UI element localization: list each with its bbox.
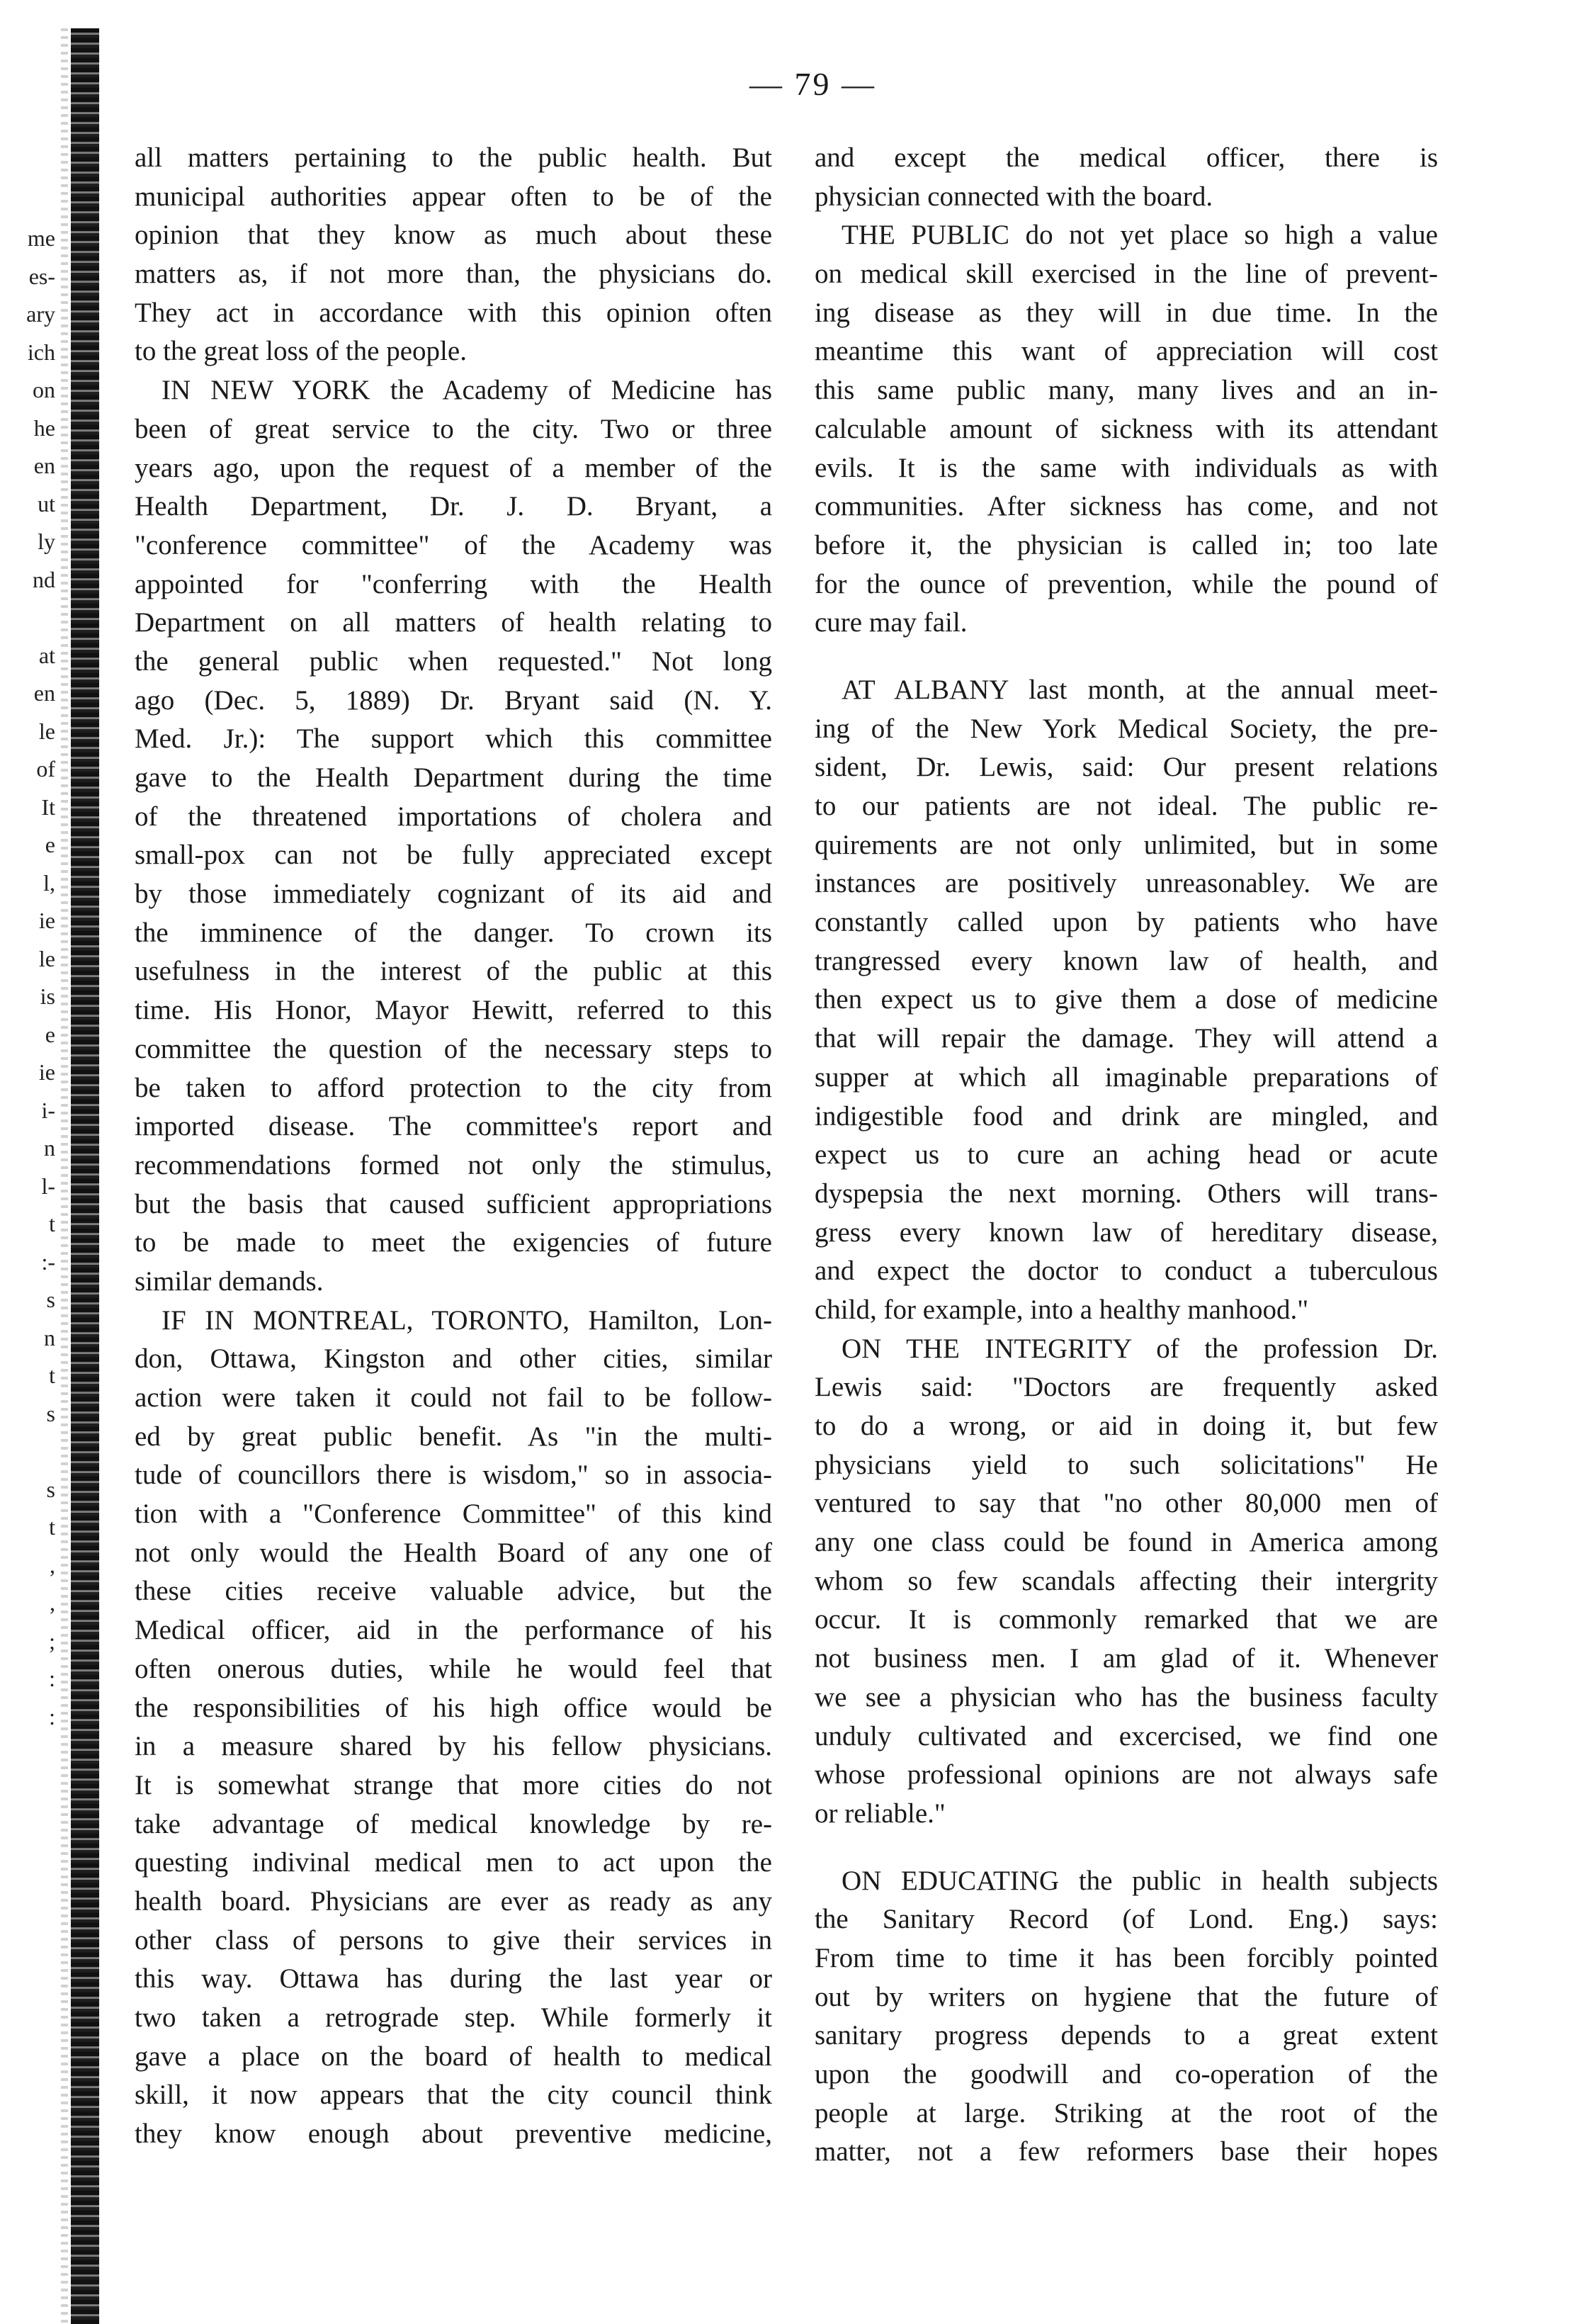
text-line: time. His Honor, Mayor Hewitt, referred to this bbox=[135, 995, 772, 1026]
margin-fragment: ary bbox=[26, 301, 55, 327]
margin-fragment: me bbox=[27, 225, 55, 251]
text-line: child, for example, into a healthy manhood." bbox=[815, 1294, 1309, 1325]
binding-gutter bbox=[71, 28, 99, 2324]
text-line: the responsibilities of his high office would be bbox=[135, 1692, 772, 1723]
text-line: dyspepsia the next morning. Others will trans- bbox=[815, 1178, 1438, 1209]
text-line: trangressed every known law of health, and bbox=[815, 945, 1438, 976]
margin-fragment: ie bbox=[38, 908, 55, 933]
text-line: upon the goodwill and co-operation of the bbox=[815, 2059, 1438, 2089]
text-line: people at large. Striking at the root of the bbox=[815, 2097, 1438, 2128]
text-line: not business men. I am glad of it. Whenever bbox=[815, 1643, 1438, 1674]
margin-fragment bbox=[0, 599, 58, 637]
text-line: of the threatened importations of cholera and bbox=[135, 801, 772, 832]
margin-fragment: ie bbox=[38, 1059, 55, 1085]
text-line: ventured to say that "no other 80,000 men of bbox=[815, 1488, 1438, 1519]
margin-fragment bbox=[0, 1433, 58, 1471]
text-line: ed by great public benefit. As "in the multi- bbox=[135, 1421, 772, 1452]
text-line: unduly cultivated and excercised, we find one bbox=[815, 1720, 1438, 1752]
text-line: two taken a retrograde step. While formerly it bbox=[135, 2002, 772, 2033]
text-line: take advantage of medical knowledge by re- bbox=[135, 1808, 772, 1839]
text-line: we see a physician who has the business faculty bbox=[815, 1681, 1438, 1713]
margin-fragment: , bbox=[50, 1552, 55, 1578]
text-line: any one class could be found in America among bbox=[815, 1527, 1438, 1558]
text-line: It is somewhat strange that more cities do not bbox=[135, 1769, 772, 1800]
text-line: to be made to meet the exigencies of future bbox=[135, 1227, 772, 1258]
margin-fragment: l- bbox=[41, 1173, 55, 1199]
text-line: Lewis said: "Doctors are frequently asked bbox=[815, 1372, 1438, 1403]
text-line: ago (Dec. 5, 1889) Dr. Bryant said (N. Y. bbox=[135, 684, 772, 716]
text-line: or reliable." bbox=[815, 1798, 946, 1829]
text-line: this way. Ottawa has during the last year or bbox=[135, 1963, 772, 1995]
text-line: cure may fail. bbox=[815, 607, 968, 638]
text-line: be taken to afford protection to the city from bbox=[135, 1072, 772, 1103]
margin-fragment: le bbox=[38, 945, 55, 971]
text-line: that will repair the damage. They will attend a bbox=[815, 1023, 1438, 1054]
text-line: for the ounce of prevention, while the pound of bbox=[815, 568, 1438, 599]
text-line: to do a wrong, or aid in doing it, but few bbox=[815, 1411, 1438, 1441]
margin-fragment: at bbox=[38, 642, 55, 668]
text-line: municipal authorities appear often to be of the bbox=[135, 181, 772, 212]
margin-fragment: es- bbox=[28, 263, 55, 289]
margin-fragment: s bbox=[46, 1400, 55, 1426]
text-line: this same public many, many lives and an in- bbox=[815, 375, 1438, 406]
text-line: whom so few scandals affecting their intergrity bbox=[815, 1565, 1438, 1596]
margin-fragment: nd bbox=[33, 566, 55, 592]
text-line: small-pox can not be fully appreciated except bbox=[135, 840, 772, 871]
text-line: questing indivinal medical men to act upon the bbox=[135, 1847, 772, 1878]
margin-fragment: n bbox=[44, 1135, 55, 1161]
text-line: IF IN MONTREAL, TORONTO, Hamilton, Lon- bbox=[162, 1304, 772, 1336]
text-line: the imminence of the danger. To crown its bbox=[135, 917, 772, 948]
margin-fragment: s bbox=[46, 1476, 55, 1502]
margin-fragment: of bbox=[36, 756, 55, 782]
text-line: ON THE INTEGRITY of the profession Dr. bbox=[842, 1333, 1438, 1364]
margin-fragment: le bbox=[38, 718, 55, 744]
text-line: supper at which all imaginable preparations of bbox=[815, 1061, 1438, 1093]
text-line: action were taken it could not fail to be follow- bbox=[135, 1382, 772, 1413]
text-line: meantime this want of appreciation will cost bbox=[815, 336, 1438, 367]
text-line: on medical skill exercised in the line of prevent- bbox=[815, 259, 1438, 290]
margin-fragment: l, bbox=[43, 869, 55, 896]
text-line: out by writers on hygiene that the future of bbox=[815, 1981, 1438, 2012]
text-line: ing of the New York Medical Society, the pre- bbox=[815, 713, 1438, 744]
text-line: skill, it now appears that the city council think bbox=[135, 2080, 772, 2111]
text-line: ON EDUCATING the public in health subjects bbox=[842, 1865, 1438, 1896]
margin-fragment: i- bbox=[41, 1097, 55, 1123]
text-line: and expect the doctor to conduct a tuberculous bbox=[815, 1256, 1438, 1287]
text-line: quirements are not only unlimited, but in some bbox=[815, 829, 1438, 860]
text-line: Med. Jr.): The support which this committee bbox=[135, 723, 772, 755]
margin-fragment: t bbox=[49, 1514, 55, 1540]
text-line: then expect us to give them a dose of medicine bbox=[815, 984, 1438, 1015]
margin-fragment: n bbox=[44, 1324, 55, 1350]
text-line: recommendations formed not only the stimulus, bbox=[135, 1149, 772, 1180]
margin-fragment: t bbox=[49, 1211, 55, 1236]
margin-fragment: It bbox=[41, 794, 55, 820]
text-line: gress every known law of hereditary disease, bbox=[815, 1217, 1438, 1248]
text-line: Health Department, Dr. J. D. Bryant, a bbox=[135, 491, 772, 522]
margin-fragment: ; bbox=[49, 1628, 55, 1654]
text-line: usefulness in the interest of the public at this bbox=[135, 956, 772, 987]
text-line: constantly called upon by patients who have bbox=[815, 907, 1438, 938]
text-line: the Sanitary Record (of Lond. Eng.) says: bbox=[815, 1904, 1438, 1935]
text-line: evils. It is the same with individuals as with bbox=[815, 452, 1438, 483]
text-line: tude of councillors there is wisdom," so in associa- bbox=[135, 1460, 772, 1491]
margin-fragment: e bbox=[45, 1021, 55, 1047]
text-line: years ago, upon the request of a member of the bbox=[135, 452, 772, 483]
binding-edge bbox=[61, 28, 68, 2324]
text-line: sanitary progress depends to a great extent bbox=[815, 2020, 1438, 2051]
text-line: calculable amount of sickness with its attendant bbox=[815, 413, 1438, 444]
text-line: indigestible food and drink are mingled, and bbox=[815, 1100, 1438, 1132]
text-line: other class of persons to give their services in bbox=[135, 1924, 772, 1956]
text-line: expect us to cure an aching head or acute bbox=[815, 1139, 1438, 1171]
text-line: before it, the physician is called in; too late bbox=[815, 529, 1438, 560]
text-line: matters as, if not more than, the physicians do. bbox=[135, 259, 772, 290]
text-line: gave a place on the board of health to medical bbox=[135, 2041, 772, 2072]
text-line: sident, Dr. Lewis, said: Our present relations bbox=[815, 752, 1438, 783]
text-line: opinion that they know as much about these bbox=[135, 220, 772, 251]
text-line: Medical officer, aid in the performance of his bbox=[135, 1615, 772, 1646]
margin-fragment: , bbox=[50, 1590, 55, 1615]
text-line: They act in accordance with this opinion often bbox=[135, 297, 772, 328]
text-line: "conference committee" of the Academy was bbox=[135, 529, 772, 560]
margin-fragment: :- bbox=[41, 1248, 55, 1275]
margin-fragment: en bbox=[33, 453, 55, 478]
page-number: — 79 — bbox=[749, 66, 876, 102]
text-line: whose professional opinions are not always safe bbox=[815, 1759, 1438, 1790]
margin-fragment: ich bbox=[27, 339, 55, 365]
text-line: committee the question of the necessary steps to bbox=[135, 1033, 772, 1064]
text-line: instances are positively unreasonabley. We are bbox=[815, 868, 1438, 899]
margin-fragment: : bbox=[49, 1666, 55, 1691]
margin-fragment: : bbox=[49, 1703, 55, 1730]
text-line: ing disease as they will in due time. In the bbox=[815, 297, 1438, 328]
text-line: been of great service to the city. Two or three bbox=[135, 413, 772, 444]
text-line: AT ALBANY last month, at the annual meet- bbox=[842, 674, 1438, 705]
paragraph-gap bbox=[815, 643, 1438, 671]
text-line: and except the medical officer, there is bbox=[815, 142, 1438, 173]
margin-fragment: ly bbox=[38, 529, 55, 554]
margin-fragment: he bbox=[33, 414, 55, 441]
text-line: imported disease. The committee's report and bbox=[135, 1111, 772, 1142]
text-line: to our patients are not ideal. The public re- bbox=[815, 791, 1438, 821]
text-line: occur. It is commonly remarked that we are bbox=[815, 1604, 1438, 1635]
text-line: they know enough about preventive medicine, bbox=[135, 2119, 772, 2150]
text-line: matter, not a few reformers base their hopes bbox=[815, 2136, 1438, 2167]
text-line: From time to time it has been forcibly pointed bbox=[815, 1942, 1438, 1973]
margin-fragment: e bbox=[45, 832, 55, 857]
text-line: Department on all matters of health relating to bbox=[135, 607, 772, 638]
text-line: communities. After sickness has come, and not bbox=[815, 491, 1438, 522]
text-line: by those immediately cognizant of its aid and bbox=[135, 879, 772, 910]
text-line: IN NEW YORK the Academy of Medicine has bbox=[162, 375, 772, 406]
text-line: don, Ottawa, Kingston and other cities, similar bbox=[135, 1343, 772, 1375]
text-line: but the basis that caused sufficient appropriations bbox=[135, 1188, 772, 1219]
text-line: gave to the Health Department during the time bbox=[135, 762, 772, 793]
text-line: often onerous duties, while he would feel that bbox=[135, 1653, 772, 1684]
right-column bbox=[815, 139, 1438, 2172]
text-line: all matters pertaining to the public health. But bbox=[135, 142, 772, 173]
margin-fragment: is bbox=[40, 983, 55, 1009]
left-column bbox=[135, 139, 772, 2154]
text-line: appointed for "conferring with the Health bbox=[135, 568, 772, 599]
facing-page-fragments bbox=[0, 220, 58, 1736]
text-line: to the great loss of the people. bbox=[135, 336, 467, 367]
text-line: not only would the Health Board of any one of bbox=[135, 1537, 772, 1568]
text-line: physicians yield to such solicitations" He bbox=[815, 1449, 1438, 1480]
margin-fragment: en bbox=[33, 680, 55, 706]
margin-fragment: on bbox=[33, 377, 55, 402]
margin-fragment: t bbox=[49, 1363, 55, 1388]
margin-fragment: s bbox=[46, 1287, 55, 1312]
text-line: the general public when requested." Not long bbox=[135, 645, 772, 677]
text-line: similar demands. bbox=[135, 1265, 324, 1297]
paragraph-gap bbox=[815, 1834, 1438, 1862]
margin-fragment: ut bbox=[38, 490, 55, 517]
text-line: in a measure shared by his fellow physicians. bbox=[135, 1731, 772, 1762]
text-line: these cities receive valuable advice, but the bbox=[135, 1576, 772, 1607]
text-line: physician connected with the board. bbox=[815, 181, 1213, 212]
text-line: tion with a "Conference Committee" of this kind bbox=[135, 1499, 772, 1530]
text-line: health board. Physicians are ever as ready as any bbox=[135, 1885, 772, 1917]
text-line: THE PUBLIC do not yet place so high a value bbox=[842, 220, 1438, 251]
